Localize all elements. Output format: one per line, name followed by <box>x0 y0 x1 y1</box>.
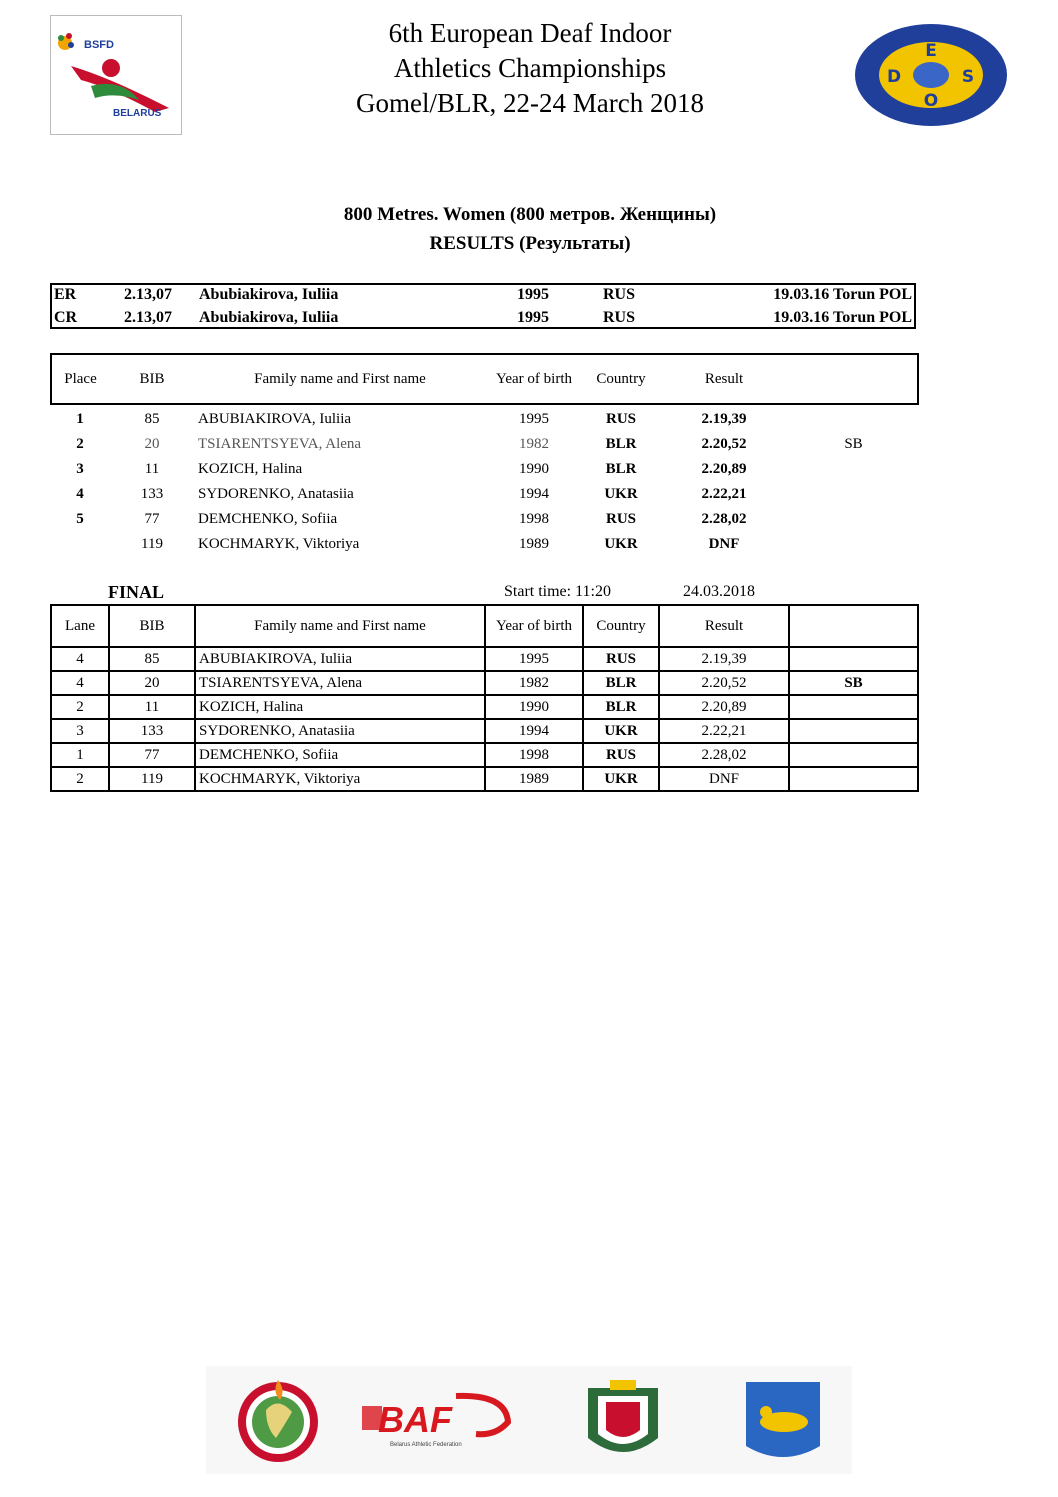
athlete-name: ABUBIAKIROVA, Iuliia <box>198 411 352 427</box>
bib: 85 <box>144 411 160 427</box>
final-table <box>50 604 919 792</box>
seal-logo <box>238 1380 318 1462</box>
result: 2.20,89 <box>701 461 747 477</box>
place: 1 <box>76 411 84 427</box>
bib: 119 <box>109 767 195 791</box>
birth-year: 1982 <box>485 671 583 695</box>
bib: 20 <box>109 671 195 695</box>
title-line-1: 6th European Deaf Indoor <box>388 18 672 48</box>
record-date-place: 19.03.16 Torun POL <box>773 309 912 326</box>
note <box>789 719 918 743</box>
results-header-row <box>51 354 918 404</box>
header-result: Result <box>659 354 789 404</box>
athlete-name: ABUBIAKIROVA, Iuliia <box>195 647 485 671</box>
record-code: CR <box>54 309 78 326</box>
header-place: Place <box>51 354 109 404</box>
gomel-city-coat-of-arms <box>746 1382 820 1457</box>
record-row <box>52 308 914 331</box>
note <box>789 457 918 482</box>
event-title: 800 Metres. Women (800 метров. Женщины) <box>343 204 717 225</box>
championship-title <box>300 16 760 121</box>
header-country: Country <box>583 605 659 647</box>
birth-year: 1989 <box>519 536 549 552</box>
edso-letter-s: S <box>961 67 975 87</box>
birth-year: 1998 <box>485 743 583 767</box>
lane: 3 <box>51 719 109 743</box>
final-label: FINAL <box>108 582 165 602</box>
result: 2.22,21 <box>659 719 789 743</box>
record-name: Abubiakirova, Iuliia <box>199 309 339 326</box>
header-bib: BIB <box>109 605 195 647</box>
athlete-name: KOCHMARYK, Viktoriya <box>198 536 360 552</box>
baf-logo-text: BAF <box>378 1399 452 1440</box>
birth-year: 1989 <box>485 767 583 791</box>
table-row <box>51 507 918 532</box>
place: 5 <box>76 511 84 527</box>
note <box>789 407 918 432</box>
table-row <box>51 719 918 743</box>
lane: 1 <box>51 743 109 767</box>
country: UKR <box>583 767 659 791</box>
birth-year: 1982 <box>519 436 549 452</box>
edso-letter-o: O <box>923 91 939 111</box>
sponsor-logos-strip <box>206 1366 852 1474</box>
place: 4 <box>76 486 84 502</box>
country: BLR <box>583 695 659 719</box>
result: DNF <box>708 536 740 552</box>
table-row <box>51 407 918 432</box>
lane: 4 <box>51 671 109 695</box>
baf-logo <box>362 1396 508 1448</box>
country: UKR <box>583 719 659 743</box>
header-name: Family name and First name <box>195 354 485 404</box>
lane: 4 <box>51 647 109 671</box>
table-row <box>51 647 918 671</box>
place <box>51 532 109 557</box>
bib: 20 <box>144 436 160 452</box>
header-name: Family name and First name <box>195 605 485 647</box>
edso-letter-d: D <box>886 67 902 87</box>
athlete-name: DEMCHENKO, Sofiia <box>195 743 485 767</box>
birth-year: 1995 <box>485 647 583 671</box>
table-row <box>51 671 918 695</box>
record-country: RUS <box>603 309 636 326</box>
country: BLR <box>605 436 637 452</box>
table-row <box>51 767 918 791</box>
header-bib: BIB <box>109 354 195 404</box>
bib: 133 <box>109 719 195 743</box>
bsfd-logo <box>50 15 182 135</box>
record-date-place: 19.03.16 Torun POL <box>773 286 912 303</box>
record-code: ER <box>54 286 77 303</box>
bsfd-logo-text: BSFD <box>84 39 114 51</box>
edso-letter-e: E <box>925 41 937 61</box>
birth-year: 1995 <box>519 411 549 427</box>
note <box>789 532 918 557</box>
bib: 11 <box>109 695 195 719</box>
birth-year: 1990 <box>485 695 583 719</box>
note <box>789 695 918 719</box>
bib: 119 <box>141 536 163 552</box>
birth-year: 1994 <box>485 719 583 743</box>
result: 2.22,21 <box>701 486 747 502</box>
title-line-3: Gomel/BLR, 22-24 March 2018 <box>356 88 704 118</box>
result: 2.20,89 <box>659 695 789 719</box>
country: UKR <box>604 536 638 552</box>
athlete-name: TSIARENTSYEVA, Alena <box>195 671 485 695</box>
record-time: 2.13,07 <box>124 286 172 303</box>
bib: 11 <box>144 461 160 477</box>
result: 2.28,02 <box>701 511 747 527</box>
table-row <box>51 532 918 557</box>
record-year: 1995 <box>517 309 549 326</box>
bib: 77 <box>144 511 160 527</box>
athlete-name: KOZICH, Halina <box>195 695 485 719</box>
event-heading <box>150 200 910 258</box>
table-row <box>51 743 918 767</box>
place: 2 <box>76 436 84 452</box>
record-name: Abubiakirova, Iuliia <box>199 286 339 303</box>
final-date: 24.03.2018 <box>683 583 755 600</box>
result: 2.19,39 <box>659 647 789 671</box>
record-row <box>52 285 914 308</box>
record-year: 1995 <box>517 286 549 303</box>
final-header-row <box>51 605 918 647</box>
country: RUS <box>605 511 636 527</box>
note: SB <box>789 671 918 695</box>
header-note <box>789 605 918 647</box>
birth-year: 1990 <box>519 461 549 477</box>
place: 3 <box>76 461 84 477</box>
result: 2.20,52 <box>659 671 789 695</box>
header-result: Result <box>659 605 789 647</box>
birth-year: 1998 <box>519 511 549 527</box>
country: RUS <box>583 743 659 767</box>
header-year: Year of birth <box>485 605 583 647</box>
gomel-coat-of-arms <box>588 1380 658 1452</box>
note: SB <box>844 436 863 452</box>
start-time: Start time: 11:20 <box>504 583 611 600</box>
note <box>789 647 918 671</box>
country: BLR <box>583 671 659 695</box>
result: 2.28,02 <box>659 743 789 767</box>
lane: 2 <box>51 695 109 719</box>
table-row <box>51 457 918 482</box>
note <box>789 482 918 507</box>
event-subtitle: RESULTS (Результаты) <box>429 233 631 254</box>
result: 2.19,39 <box>701 411 747 427</box>
athlete-name: DEMCHENKO, Sofiia <box>198 511 338 527</box>
country: RUS <box>583 647 659 671</box>
bib: 133 <box>140 486 164 502</box>
note <box>789 743 918 767</box>
header-country: Country <box>583 354 659 404</box>
title-line-2: Athletics Championships <box>393 53 667 83</box>
country: RUS <box>605 411 636 427</box>
records-box <box>50 283 916 329</box>
athlete-name: SYDORENKO, Anatasiia <box>195 719 485 743</box>
birth-year: 1994 <box>519 486 549 502</box>
table-row <box>51 432 918 457</box>
header-lane: Lane <box>51 605 109 647</box>
result: 2.20,52 <box>701 436 747 452</box>
baf-logo-subtext: Belarus Athletic Federation <box>390 1442 462 1448</box>
athlete-name: SYDORENKO, Anatasiia <box>198 486 354 502</box>
bib: 85 <box>109 647 195 671</box>
edso-logo <box>852 22 1010 128</box>
athlete-name: KOCHMARYK, Viktoriya <box>195 767 485 791</box>
note <box>789 507 918 532</box>
note <box>789 767 918 791</box>
header-note <box>789 354 918 404</box>
bsfd-logo-subtext: BELARUS <box>113 108 162 119</box>
table-row <box>51 482 918 507</box>
bib: 77 <box>109 743 195 767</box>
results-table <box>50 353 919 557</box>
country: BLR <box>605 461 637 477</box>
athlete-name: KOZICH, Halina <box>198 461 303 477</box>
header-year: Year of birth <box>485 354 583 404</box>
lane: 2 <box>51 767 109 791</box>
table-row <box>51 695 918 719</box>
athlete-name: TSIARENTSYEVA, Alena <box>198 436 362 452</box>
country: UKR <box>604 486 638 502</box>
record-country: RUS <box>603 286 636 303</box>
record-time: 2.13,07 <box>124 309 172 326</box>
result: DNF <box>659 767 789 791</box>
